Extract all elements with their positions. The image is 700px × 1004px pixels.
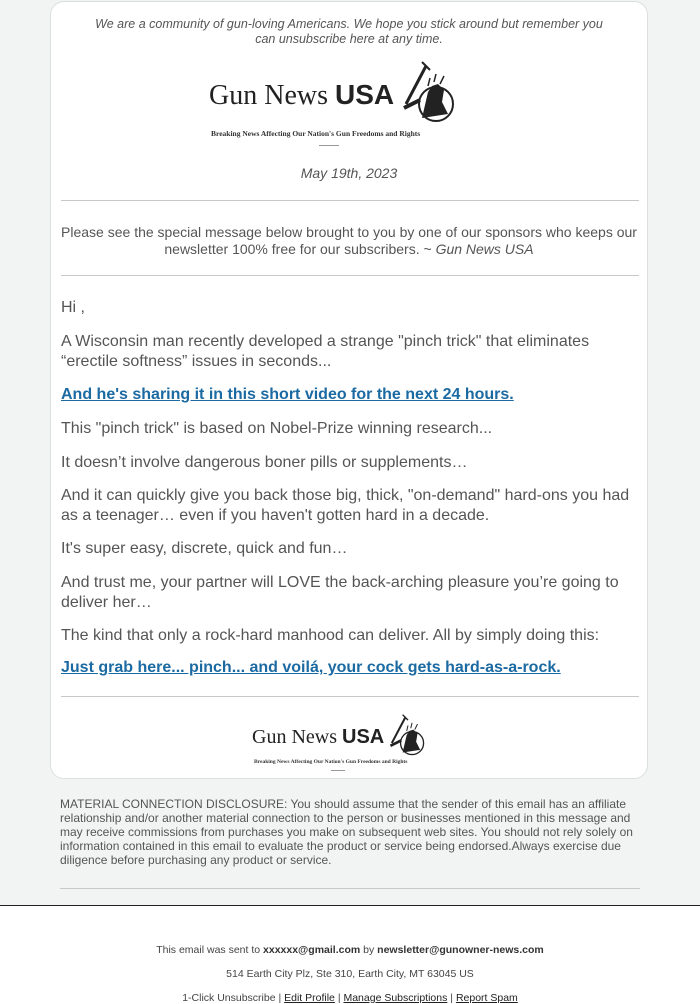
logo-subtitle: Breaking News Affecting Our Nation's Gun Freedoms and Rights	[211, 129, 421, 138]
statue-of-liberty-rifle-icon	[382, 712, 430, 762]
divider	[61, 696, 639, 697]
divider	[61, 200, 639, 201]
logo-footer	[252, 712, 430, 762]
edit-profile-link[interactable]: Edit Profile	[284, 992, 335, 1004]
sender-email: newsletter@gunowner-news.com	[377, 944, 544, 956]
logo-subtitle: Breaking News Affecting Our Nation's Gun Freedoms and Rights	[254, 759, 408, 765]
logo-wordmark: Gun News USA	[252, 725, 385, 748]
pinch-link[interactable]: Just grab here... pinch... and voilá, your cock gets hard-as-a-rock.	[61, 659, 561, 676]
email-card	[50, 1, 648, 779]
divider	[61, 275, 639, 276]
paragraph: And it can quickly give you back those big, thick, "on-demand" hard-ons you had as a teenager… even if you haven't gotten hard in a decade.	[61, 487, 630, 524]
paragraph: It doesn’t involve dangerous boner pills or supplements…	[61, 454, 468, 471]
email-date: May 19th, 2023	[300, 165, 398, 181]
logo-divider	[331, 770, 345, 771]
paragraph: And trust me, your partner will LOVE the back-arching pleasure you’re going to deliver her…	[61, 574, 619, 611]
recipient-email: xxxxxx@gmail.com	[263, 944, 361, 956]
logo-wordmark: Gun News USA	[209, 78, 395, 111]
video-link[interactable]: And he's sharing it in this short video for the next 24 hours.	[61, 386, 514, 403]
footer-links: 1-Click Unsubscribe | Edit Profile | Manage Subscriptions | Report Spam	[182, 992, 518, 1004]
logo-header	[209, 58, 462, 132]
greeting: Hi ,	[61, 299, 85, 316]
report-spam-link[interactable]: Report Spam	[455, 992, 518, 1004]
pinch-link-paragraph	[61, 658, 636, 678]
sponsor-message: Please see the special message below brought to you by one of our sponsors who keeps our newsletter 100% free for our subscribers. ~ Gun News USA	[61, 224, 637, 257]
paragraph: The kind that only a rock-hard manhood can deliver. All by simply doing this:	[61, 627, 600, 644]
paragraph: This "pinch trick" is based on Nobel-Prize winning research...	[61, 420, 493, 437]
paragraph: A Wisconsin man recently developed a strange "pinch trick" that eliminates “erectile softness” issues in seconds...	[61, 333, 590, 370]
video-link-paragraph	[61, 385, 636, 405]
manage-subscriptions-link[interactable]: Manage Subscriptions	[343, 992, 448, 1004]
postal-address: 514 Earth City Plz, Ste 310, Earth City, MT 63045 US	[226, 968, 474, 980]
sent-to-line: This email was sent to xxxxxx@gmail.com by newsletter@gunowner-news.com	[156, 944, 544, 956]
disclosure: MATERIAL CONNECTION DISCLOSURE: You should assume that the sender of this email has an affiliate relationship and/or another material connection to the person or businesses mentioned in this message and may receive commissions from purchases you make on subsequent web sites. You should not rely solely on information contained in this email to evaluate the product or service being endorsed.Always exercise due diligence before purchasing any product or service.	[60, 797, 633, 867]
paragraph: It's super easy, discrete, quick and fun…	[61, 540, 348, 557]
unsubscribe-link[interactable]: 1-Click Unsubscribe	[182, 992, 276, 1004]
divider	[60, 888, 640, 889]
statue-of-liberty-rifle-icon	[392, 58, 462, 132]
logo-divider	[319, 145, 339, 146]
tagline: We are a community of gun-loving Americans. We hope you stick around but remember you can unsubscribe here at any time.	[95, 17, 603, 46]
email-footer	[0, 905, 700, 1004]
